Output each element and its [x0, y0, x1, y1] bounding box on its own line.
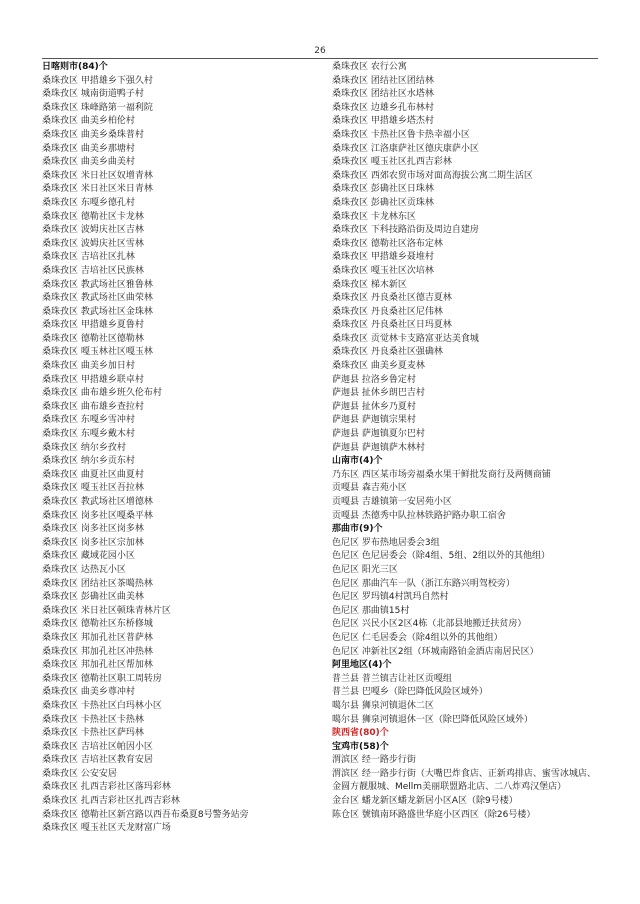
list-item: 普兰县 普兰镇吉让社区贡嘎组 [332, 673, 452, 684]
list-item: 乃东区 西区某市场旁福桑水果干鲜批发商行及两侧商铺 [332, 469, 551, 480]
list-item: 桑珠孜区 甲措雄乡下强久村 [42, 75, 153, 86]
list-item: 桑珠孜区 卡龙林东区 [332, 211, 416, 222]
province-header: 陕西省(80)个 [332, 728, 389, 739]
list-item: 桑珠孜区 邦加孔社区冲热林 [42, 646, 153, 657]
list-item: 桑珠孜区 嘎玉林社区嘎玉林 [42, 347, 153, 358]
list-item: 色尼区 那曲镇15村 [332, 605, 410, 616]
list-item: 桑珠孜区 曲美乡加日村 [42, 361, 135, 372]
list-item: 桑珠孜区 吉培社区教育安居 [42, 755, 153, 766]
list-item: 桑珠孜区 纳尔乡孜村 [42, 442, 126, 453]
list-item: 桑珠孜区 岗多社区嘎桑平林 [42, 510, 153, 521]
list-item: 桑珠孜区 甲措雄乡塔杰村 [332, 116, 434, 127]
list-item: 桑珠孜区 曲美乡桑珠普村 [42, 129, 144, 140]
list-item: 桑珠孜区 波姆庆社区吉林 [42, 225, 144, 236]
list-item: 桑珠孜区 丹良桑社区尼伟林 [332, 306, 443, 317]
list-item: 桑珠孜区 岗多社区宗加林 [42, 537, 144, 548]
list-item: 桑珠孜区 东嘎乡戴木村 [42, 429, 135, 440]
list-item: 桑珠孜区 甲措雄乡联卓村 [42, 374, 144, 385]
list-item: 普兰县 巴嘎乡（除巴降低风险区域外） [332, 687, 488, 698]
list-item: 贡嘎县 杰德秀中队拉林铁路护路办职工宿舍 [332, 510, 506, 521]
list-item: 桑珠孜区 德勒社区洛布定林 [332, 238, 443, 249]
list-item: 萨迦县 萨迦镇宗果村 [332, 415, 416, 426]
list-item: 桑珠孜区 丹良桑社区德吉夏林 [332, 293, 452, 304]
list-item: 桑珠孜区 米日社区顿珠青林片区 [42, 605, 171, 616]
list-item: 桑珠孜区 德勒社区卡龙林 [42, 211, 144, 222]
section-header: 阿里地区(4)个 [332, 660, 392, 671]
list-item: 桑珠孜区 团结社区水塔林 [332, 89, 434, 100]
list-item: 桑珠孜区 邦加孔社区普萨林 [42, 632, 153, 643]
list-item: 桑珠孜区 教武场社区增德林 [42, 497, 153, 507]
list-item: 渭滨区 经一路步行街（大嘴巴炸食店、正新鸡排店、蜜雪冰城店、金圆方靓服城、Mellm美丽联盟路北店、二八炸鸡汉堡店） [332, 768, 596, 793]
list-item: 色尼区 罗布热地居委会3组 [332, 537, 440, 548]
list-item: 噶尔县 狮泉河镇退休二区 [332, 700, 434, 711]
list-item: 桑珠孜区 彭确社区日珠林 [332, 184, 434, 195]
left-column [42, 61, 327, 836]
list-item: 桑珠孜区 公安安居 [42, 768, 117, 779]
list-item: 桑珠孜区 城南街道鸭子村 [42, 89, 144, 100]
list-item: 萨迦县 拉洛乡鲁定村 [332, 374, 416, 385]
list-item: 桑珠孜区 邦加孔社区帮加林 [42, 660, 153, 671]
list-item: 桑珠孜区 嘎玉社区吾拉林 [42, 483, 144, 494]
header-rule [42, 58, 598, 59]
list-item: 桑珠孜区 岗多社区岗多林 [42, 524, 144, 535]
list-item: 桑珠孜区 曲布雄乡班久伦布村 [42, 388, 162, 399]
list-item: 桑珠孜区 曲美乡尊冲村 [42, 687, 135, 698]
section-header: 日喀则市(84)个 [42, 62, 108, 72]
list-item: 色尼区 冲新社区2组（环城南路铂金酒店南居民区） [332, 646, 539, 657]
list-item: 萨迦县 扯休乡乃夏村 [332, 401, 416, 412]
list-item: 桑珠孜区 德勒社区新宫路以西吾布桑夏8号警务站旁 [42, 809, 249, 820]
list-item: 桑珠孜区 吉培社区民族林 [42, 265, 144, 276]
list-item: 桑珠孜区 曲布雄乡查拉村 [42, 401, 144, 412]
list-item: 桑珠孜区 曲美乡那塘村 [42, 143, 135, 154]
list-item: 桑珠孜区 德勒社区德勒林 [42, 333, 144, 344]
list-item: 桑珠孜区 下科技路沿街及周边自建房 [332, 225, 479, 236]
list-item: 桑珠孜区 德勒社区东桥修城 [42, 619, 153, 630]
list-item: 桑珠孜区 卡热社区卡热林 [42, 714, 144, 725]
right-column [332, 61, 600, 822]
list-item: 桑珠孜区 江洛康萨社区德庆康萨小区 [332, 143, 479, 154]
list-item: 色尼区 兴民小区2区4栋（北部县地搬迁扶贫房） [332, 619, 527, 630]
list-item: 桑珠孜区 彭确社区贡珠林 [332, 197, 434, 208]
list-item: 桑珠孜区 西郊农贸市场对面高海拔公寓二期生活区 [332, 170, 533, 181]
list-item: 桑珠孜区 曲美乡曲美村 [42, 157, 135, 168]
list-item: 桑珠孜区 藏域花园小区 [42, 551, 135, 562]
list-item: 桑珠孜区 卡热社区鲁卡热幸福小区 [332, 129, 470, 140]
list-item: 桑珠孜区 米日社区米日青林 [42, 184, 153, 195]
list-item: 桑珠孜区 嘎玉社区天龙财富广场 [42, 823, 171, 834]
list-item: 桑珠孜区 丹良桑社区强确林 [332, 347, 443, 358]
list-item: 桑珠孜区 达热瓦小区 [42, 564, 126, 575]
list-item: 桑珠孜区 曲美乡柏伦村 [42, 116, 135, 127]
list-item: 金台区 蟠龙新区蟠龙新居小区A区（除9号楼） [332, 796, 518, 807]
list-item: 桑珠孜区 教武场社区曲荣林 [42, 293, 153, 304]
list-item: 萨迦县 萨迦镇夏尔巴村 [332, 429, 425, 440]
list-item: 桑珠孜区 教武场社区雅鲁林 [42, 279, 153, 290]
list-item: 桑珠孜区 卡热社区白玛林小区 [42, 700, 162, 711]
list-item: 色尼区 罗玛镇4村凯玛自然村 [332, 592, 449, 603]
page-number: 26 [314, 46, 326, 56]
list-item: 桑珠孜区 纳尔乡贡东村 [42, 456, 135, 467]
list-item: 桑珠孜区 甲措雄乡夏鲁村 [42, 320, 144, 331]
section-header: 山南市(4)个 [332, 456, 383, 467]
section-header: 那曲市(9)个 [332, 524, 383, 535]
list-item: 色尼区 阳光三区 [332, 564, 398, 575]
list-item: 萨迦县 扯休乡朗巴吉村 [332, 388, 425, 399]
list-item: 贡嘎县 森吉苑小区 [332, 483, 407, 494]
list-item: 桑珠孜区 德勒社区职工周转房 [42, 673, 162, 684]
list-item: 桑珠孜区 吉培社区扎林 [42, 252, 135, 263]
list-item: 桑珠孜区 卡热社区萨玛林 [42, 728, 144, 739]
list-item: 噶尔县 狮泉河镇退休一区（除巴降低风险区域外） [332, 714, 533, 725]
list-item: 桑珠孜区 吉培社区帕因小区 [42, 741, 153, 752]
list-item: 贡嘎县 吉雄镇第一安居苑小区 [332, 497, 452, 507]
list-item: 色尼区 仁毛居委会（除4组以外的其他组） [332, 632, 503, 643]
list-item: 桑珠孜区 曲美乡夏麦林 [332, 361, 425, 372]
list-item: 桑珠孜区 团结社区团结林 [332, 75, 434, 86]
list-item: 桑珠孜区 曲夏社区曲夏村 [42, 469, 144, 480]
list-item: 桑珠孜区 珠峰路第一福利院 [42, 102, 153, 113]
list-item: 陈仓区 號镇南环路盛世华庭小区西区（除26号楼） [332, 809, 536, 820]
list-item: 桑珠孜区 丹良桑社区日玛夏林 [332, 320, 452, 331]
list-item: 桑珠孜区 教武场社区金珠林 [42, 306, 153, 317]
list-item: 桑珠孜区 嘎玉社区次培林 [332, 265, 434, 276]
list-item: 桑珠孜区 贡觉林卡支路富亚达美食城 [332, 333, 479, 344]
list-item: 桑珠孜区 米日社区奴增青林 [42, 170, 153, 181]
list-item: 桑珠孜区 农行公寓 [332, 62, 407, 72]
list-item: 色尼区 那曲汽车一队（浙江东路兴明驾校旁） [332, 578, 515, 589]
list-item: 桑珠孜区 团结社区茶噶热林 [42, 578, 153, 589]
list-item: 桑珠孜区 东嘎乡雪冲村 [42, 415, 135, 426]
section-header: 宝鸡市(58)个 [332, 741, 389, 752]
list-item: 桑珠孜区 彭确社区曲美林 [42, 592, 144, 603]
list-item: 桑珠孜区 梯木新区 [332, 279, 407, 290]
list-item: 桑珠孜区 嘎玉社区扎西吉彩林 [332, 157, 452, 168]
list-item: 桑珠孜区 扎西吉彩社区落玛彩林 [42, 782, 171, 793]
list-item: 桑珠孜区 波姆庆社区雪林 [42, 238, 144, 249]
list-item: 桑珠孜区 甲措雄乡聂堆村 [332, 252, 434, 263]
list-item: 桑珠孜区 扎西吉彩社区扎西吉彩林 [42, 796, 180, 807]
list-item: 萨迦县 萨迦镇萨木林村 [332, 442, 425, 453]
list-item: 色尼区 色尼居委会（除4组、5组、2组以外的其他组） [332, 551, 551, 562]
list-item: 渭滨区 经一路步行街 [332, 755, 416, 766]
list-item: 桑珠孜区 边雄乡孔布林村 [332, 102, 434, 113]
list-item: 桑珠孜区 东嘎乡德孔村 [42, 197, 135, 208]
